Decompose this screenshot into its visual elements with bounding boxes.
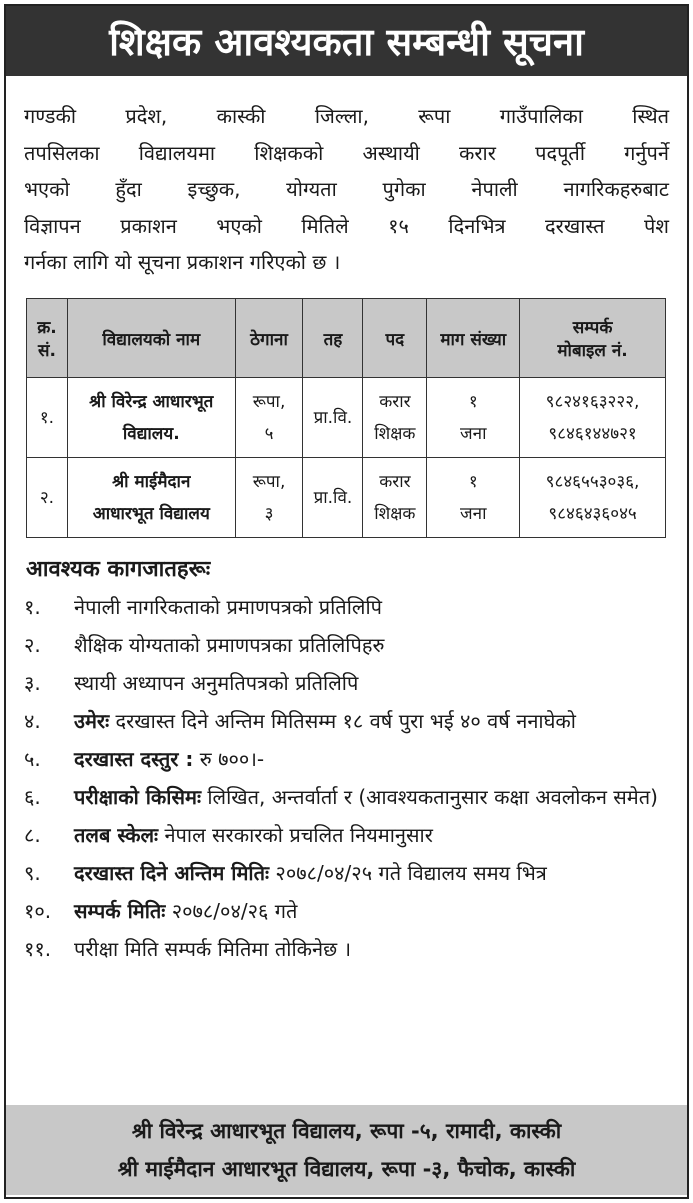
header-demand: माग संख्या [427,299,520,378]
required-documents-heading: आवश्यक कागजातहरूः [26,557,211,582]
header-school: विद्यालयको नाम [67,299,235,378]
list-item: ११. परीक्षा मिति सम्पर्क मितिमा तोकिनेछ । [24,937,352,961]
list-item: ४. उमेरः दरखास्त दिने अन्तिम मितिसम्म १८ वर्ष पुरा भई ४० वर्ष ननाघेको [24,709,576,733]
list-item: ६. परीक्षाको किसिमः लिखित, अन्तर्वार्ता र (आवश्यकतानुसार कक्षा अवलोकन समेत) [24,785,658,809]
table-row [27,378,666,458]
notice-title: शिक्षक आवश्यकता सम्बन्धी सूचना [6,6,687,76]
header-address: ठेगाना [235,299,303,378]
list-item: ३. स्थायी अध्यापन अनुमतिपत्रको प्रतिलिपि [24,671,359,695]
row-post: करार शिक्षक [363,378,427,458]
row-demand: १ जना [427,378,520,458]
list-item: १०. सम्पर्क मितिः २०७८/०४/२६ गते [24,899,298,923]
vacancy-table [26,298,666,538]
list-item: ९. दरखास्त दिने अन्तिम मितिः २०७८/०४/२५ गते विद्यालय समय भित्र [24,861,547,885]
row-serial: २. [27,458,68,538]
list-item: ८. तलब स्केलः नेपाल सरकारको प्रचलित नियमानुसार [24,823,433,847]
row-contact: ९८४६५५३०३६, ९८४६४३६०४५ [520,458,666,538]
row-level: प्रा.वि. [303,458,363,538]
table-row [27,458,666,538]
row-demand: १ जना [427,458,520,538]
list-item: २. शैक्षिक योग्यताको प्रमाणपत्रका प्रतिलिपिहरु [24,633,385,657]
header-post: पद [363,299,427,378]
row-post: करार शिक्षक [363,458,427,538]
row-school: श्री माईमैदान आधारभूत विद्यालय [67,458,235,538]
list-item: १. नेपाली नागरिकताको प्रमाणपत्रको प्रतिलिपि [24,595,382,619]
list-item: ५. दरखास्त दस्तुर : रु ७००।- [24,747,265,771]
intro-line: गण्डकी प्रदेश, कास्की जिल्ला, रूपा गाउँपालिका स्थित [24,104,669,128]
intro-line: भएको हुँदा इच्छुक, योग्यता पुगेका नेपाली नागरिकहरुबाट [24,177,669,201]
footer-addresses [6,1105,687,1195]
intro-line: गर्नका लागि यो सूचना प्रकाशन गरिएको छ । [24,250,341,274]
row-contact: ९८२४१६३२२२, ९८४६१४४७२१ [520,378,666,458]
row-address: रूपा, ३ [235,458,303,538]
row-serial: १. [27,378,68,458]
row-school: श्री विरेन्द्र आधारभूत विद्यालय. [67,378,235,458]
header-contact: सम्पर्क मोबाइल नं. [520,299,666,378]
requirements-list [24,590,669,970]
header-level: तह [303,299,363,378]
footer-line: श्री विरेन्द्र आधारभूत विद्यालय, रूपा -५, रामादी, कास्की [131,1119,562,1143]
table-header-row [27,299,666,378]
header-serial: क्र. सं. [27,299,68,378]
intro-paragraph [24,98,669,281]
row-level: प्रा.वि. [303,378,363,458]
row-address: रूपा, ५ [235,378,303,458]
intro-line: विज्ञापन प्रकाशन भएको मितिले १५ दिनभित्र दरखास्त पेश [24,213,669,238]
footer-line: श्री माईमैदान आधारभूत विद्यालय, रूपा -३, फैचोक, कास्की [117,1157,576,1181]
intro-line: तपसिलका विद्यालयमा शिक्षकको अस्थायी करार पदपूर्ती गर्नुपर्ने [24,140,669,165]
